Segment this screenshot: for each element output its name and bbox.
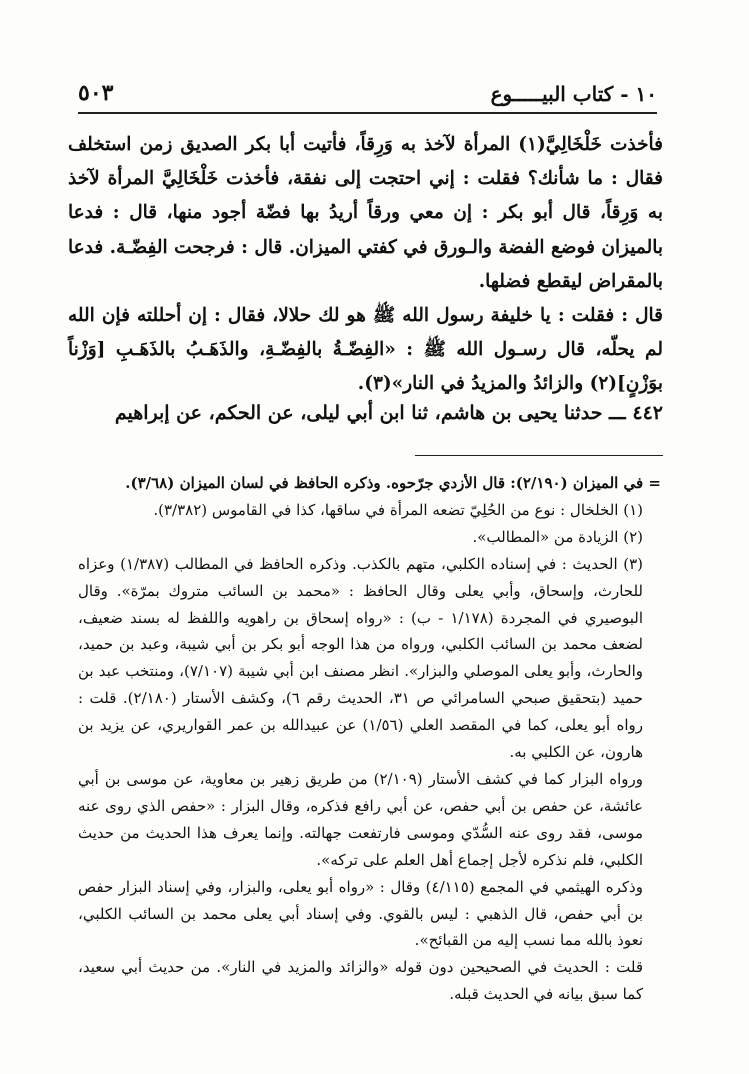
main-text (68, 128, 663, 402)
footnote-separator (415, 455, 663, 456)
footnote-3: (٣) الحديث : في إسناده الكلبي، متهم بالكذب. وذكره الحافظ في المطالب (١/٣٨٧) وعزاه للحارث، وإسحاق، وأبي يعلى وقال الحافظ : «محمد بن السائب متروك بمرّة». وقال البوصيري في المجردة (١/١٧٨ - ب) : «رواه إسحاق بن راهويه واللفظ له بسند ضعيف، لضعف محمد بن السائب الكلبي، ورواه من هذا الوجه أبو بكر بن أبي شيبة، وعبد بن حميد، والحارث، وأبو يعلى الموصلي والبزار». انظر مصنف ابن أبي شيبة (٧/١٠٧)، ومنتخب عبد بن حميد (بتحقيق صبحي السامرائي ص ٣١، الحديث رقم ٦)، وكشف الأستار (٢/١٨٠). قلت : رواه أبو يعلى، كما في المقصد العلي (١/٥٦) عن عبيدالله بن عمر القواريري، عن يزيد بن هارون، عن الكلبي به. (78, 554, 644, 762)
chapter-title: ١٠ - كتاب البيـــــوع (490, 82, 657, 106)
footnote-continuation: = في الميزان (٢/١٩٠): قال الأزدي جرّحوه. وذكره الحافظ في لسان الميزان (٣/٦٨). (125, 474, 661, 492)
footnote-3-paragraph: وذكره الهيثمي في المجمع (٤/١١٥) وقال : «رواه أبو يعلى، والبزار، وفي إسناد البزار حفص بن أبي حفص، قال الذهبي : ليس بالقوي. وفي إسناد أبي يعلى محمد بن السائب الكلبي، نعوذ بالله مما نسب إليه من القبائح». (78, 877, 643, 950)
footnote-1: (١) الخلخال : نوع من الحُلِيّ تضعه المرأة في ساقها، كذا في القاموس (٣/٣٨٢). (153, 500, 643, 519)
page-number: ٥٠٣ (78, 80, 114, 106)
footnote-3-paragraph: قلت : الحديث في الصحيحين دون قوله «والزائد والمزيد في النار». من حديث أبي سعيد، كما سبق بيانه في الحديث قبله. (78, 958, 643, 1004)
page-header (78, 78, 657, 114)
footnote-2: (٢) الزيادة من «المطالب». (472, 527, 643, 546)
main-paragraph: فأخذت خَلْخَالِيَّ(١) المرأة لآخذ به وَرِقاً، فأتيت أبا بكر الصديق زمن استخلف فقال : ما شأنك؟ فقلت : إني احتجت إلى نفقة، فأخذت خَلْخَالِيَّ المرأة لآخذ به وَرِقاً، قال أبو بكر : إن معي ورقاً أريدُ بها فضّة أجود منها، قال : فدعا بالميزان فوضع الفضة والـورق في كفتي الميزان. قال : فرجحت الفِضّـة. فدعا بالمقراض ليقطع فضلها. (68, 134, 663, 292)
footnote-3-paragraph: ورواه البزار كما في كشف الأستار (٢/١٠٩) من طريق زهير بن معاوية، عن موسى بن أبي عائشة، عن حفص بن أبي حفص، عن أبي رافع فذكره، وقال البزار : «حفص الذي روى عنه موسى، فقد روى عنه السُّدّي وموسى فارتفعت جهالته. وإنما يعرف هذا الحديث من حديث الكلبي، فلم نذكره لأجل إجماع أهل العلم على تركه». (78, 769, 643, 869)
footnotes (78, 470, 661, 1008)
hadith-442-line: ٤٤٢ ـــ حدثنا يحيى بن هاشم، ثنا ابن أبي ليلى، عن الحكم، عن إبراهيم (114, 402, 663, 424)
main-paragraph: قال : فقلت : يا خليفة رسول الله ﷺ هو لك حلالا، فقال : إن أحللته فإن الله لم يحلّه، قال رسـول الله ﷺ : «الفِضّـةُ بالفِضّـةِ، والذَهَـبُ بالذَهَـبِ [وَزْناً بوَزْنٍ](٢) والزائدُ والمزيدُ في النار»(٣). (68, 305, 663, 395)
